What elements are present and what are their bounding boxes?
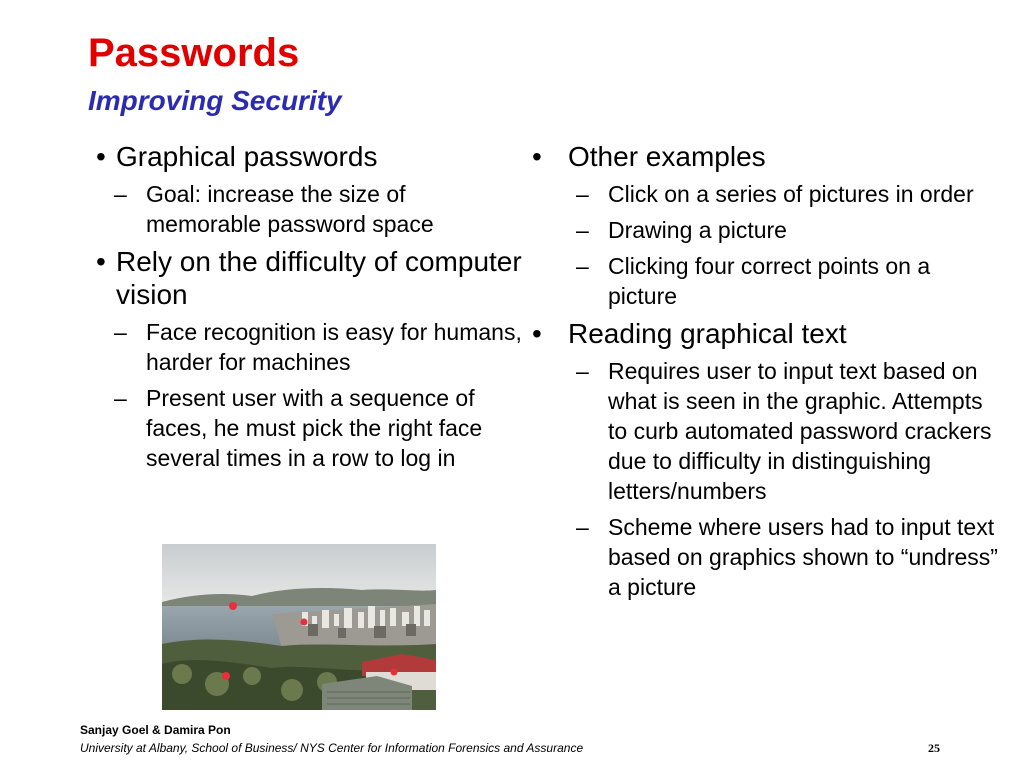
sub-bullet-undress-picture [528, 512, 998, 602]
bullet-other-examples [528, 140, 998, 173]
click-point-marker [301, 619, 308, 626]
sub-bullet-text: Present user with a sequence of faces, he must pick the right face several times in a row to log in [146, 385, 483, 471]
sub-bullet-text: Scheme where users had to input text based on graphics shown to “undress” a picture [608, 514, 998, 600]
sub-bullet-text: Clicking four correct points on a picture [608, 253, 931, 309]
bullet-text: Graphical passwords [116, 141, 378, 172]
sub-bullet-face-recognition [96, 317, 526, 377]
bullet-text: Reading graphical text [568, 318, 847, 349]
bullet-graphical-passwords [96, 140, 526, 173]
bullet-computer-vision [96, 245, 526, 311]
dash-icon: – [576, 358, 589, 384]
footer-authors: Sanjay Goel & Damira Pon [80, 723, 231, 737]
dash-icon: – [576, 514, 589, 540]
left-column [96, 140, 526, 479]
bullet-graphical-text [528, 317, 998, 350]
bullet-text: Other examples [568, 141, 766, 172]
dash-icon: – [114, 385, 127, 411]
bullet-icon: • [532, 141, 542, 172]
sub-bullet-text: Requires user to input text based on what is seen in the graphic. Attempts to curb automated password crackers due to difficulty in distinguishing letters/numbers [608, 358, 992, 504]
footer-institution: University at Albany, School of Business/ NYS Center for Information Forensics and Assurance [80, 741, 584, 755]
sub-bullet-click-pictures [528, 179, 998, 209]
sub-bullet-goal [96, 179, 526, 239]
bullet-text: Rely on the difficulty of computer vision [116, 246, 522, 310]
click-point-marker [229, 602, 237, 610]
bullet-icon: • [96, 141, 106, 172]
dash-icon: – [576, 217, 589, 243]
sub-bullet-sequence-of-faces [96, 383, 526, 473]
dash-icon: – [114, 319, 127, 345]
slide-subtitle: Improving Security [88, 85, 342, 116]
sub-bullet-input-text [528, 356, 998, 506]
dash-icon: – [576, 181, 589, 207]
sub-bullet-text: Click on a series of pictures in order [608, 181, 974, 207]
dash-icon: – [576, 253, 589, 279]
sub-bullet-text: Drawing a picture [608, 217, 787, 243]
sub-bullet-four-points [528, 251, 998, 311]
slide-title: Passwords [88, 31, 300, 75]
sub-bullet-text: Goal: increase the size of memorable password space [146, 181, 434, 237]
bullet-icon: • [96, 246, 106, 277]
graphical-password-photo [162, 544, 436, 710]
click-point-marker [391, 669, 398, 676]
bullet-icon: • [532, 318, 542, 349]
sub-bullet-drawing [528, 215, 998, 245]
city-harbor-image [162, 544, 436, 710]
page-number: 25 [928, 741, 940, 755]
sub-bullet-text: Face recognition is easy for humans, harder for machines [146, 319, 522, 375]
click-point-marker [222, 672, 230, 680]
dash-icon: – [114, 181, 127, 207]
right-column [528, 140, 998, 608]
